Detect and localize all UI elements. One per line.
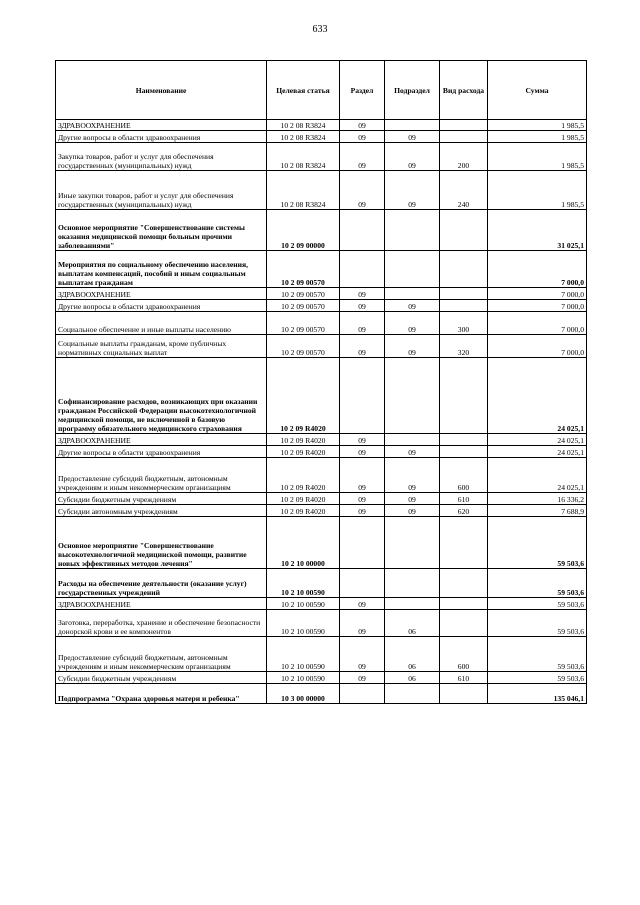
- row-section-cell: 09: [340, 505, 385, 517]
- budget-table: [55, 60, 587, 704]
- row-section-cell: 09: [340, 131, 385, 143]
- row-expense-type-cell: [440, 358, 488, 434]
- row-name-cell: Субсидии бюджетным учреждениям: [56, 493, 267, 505]
- row-name-cell: ЗДРАВООХРАНЕНИЕ: [56, 434, 267, 446]
- table-row: [56, 517, 587, 569]
- row-subsection-cell: [385, 598, 440, 610]
- row-expense-type-cell: 610: [440, 672, 488, 684]
- row-expense-type-cell: [440, 569, 488, 598]
- table-row: [56, 288, 587, 300]
- row-amount-cell: 31 025,1: [488, 210, 587, 251]
- row-target-article-cell: 10 2 09 00570: [267, 251, 340, 288]
- row-target-article-cell: 10 2 09 00000: [267, 210, 340, 251]
- row-section-cell: 09: [340, 610, 385, 637]
- row-section-cell: 09: [340, 120, 385, 131]
- header-target-article: Целевая статья: [267, 61, 340, 120]
- row-amount-cell: 1 985,5: [488, 131, 587, 143]
- row-name-cell: Другие вопросы в области здравоохранения: [56, 131, 267, 143]
- table-row: [56, 434, 587, 446]
- row-subsection-cell: [385, 210, 440, 251]
- row-expense-type-cell: [440, 446, 488, 458]
- row-section-cell: 09: [340, 493, 385, 505]
- row-subsection-cell: [385, 569, 440, 598]
- row-name-cell: Подпрограмма "Охрана здоровья матери и ребенка": [56, 684, 267, 704]
- row-amount-cell: 7 688,9: [488, 505, 587, 517]
- row-amount-cell: 16 336,2: [488, 493, 587, 505]
- table-row: [56, 569, 587, 598]
- row-section-cell: 09: [340, 335, 385, 358]
- row-amount-cell: 59 503,6: [488, 569, 587, 598]
- row-target-article-cell: 10 2 09 00570: [267, 312, 340, 335]
- row-name-cell: Предоставление субсидий бюджетным, автономным учреждениям и иным некоммерческим организациям: [56, 637, 267, 672]
- row-name-cell: Субсидии автономным учреждениям: [56, 505, 267, 517]
- row-subsection-cell: 09: [385, 446, 440, 458]
- row-subsection-cell: [385, 251, 440, 288]
- row-subsection-cell: 09: [385, 131, 440, 143]
- row-expense-type-cell: 610: [440, 493, 488, 505]
- table-row: [56, 505, 587, 517]
- row-target-article-cell: 10 2 10 00590: [267, 637, 340, 672]
- row-expense-type-cell: [440, 300, 488, 312]
- row-expense-type-cell: 300: [440, 312, 488, 335]
- table-row: [56, 171, 587, 210]
- row-section-cell: 09: [340, 598, 385, 610]
- row-expense-type-cell: [440, 210, 488, 251]
- row-expense-type-cell: 600: [440, 637, 488, 672]
- row-expense-type-cell: [440, 517, 488, 569]
- table-row: [56, 493, 587, 505]
- row-target-article-cell: 10 2 09 R4020: [267, 434, 340, 446]
- row-subsection-cell: 09: [385, 458, 440, 493]
- header-subsection: Подраздел: [385, 61, 440, 120]
- table-row: [56, 446, 587, 458]
- row-target-article-cell: 10 2 09 R4020: [267, 493, 340, 505]
- row-section-cell: 09: [340, 446, 385, 458]
- row-target-article-cell: 10 2 08 R3824: [267, 131, 340, 143]
- row-target-article-cell: 10 2 09 R4020: [267, 458, 340, 493]
- row-amount-cell: 24 025,1: [488, 434, 587, 446]
- header-expense-type: Вид расхода: [440, 61, 488, 120]
- row-expense-type-cell: 320: [440, 335, 488, 358]
- table-header-row: [56, 61, 587, 120]
- row-expense-type-cell: [440, 598, 488, 610]
- table-row: [56, 131, 587, 143]
- page-number: 633: [312, 24, 328, 35]
- row-subsection-cell: 09: [385, 335, 440, 358]
- row-name-cell: ЗДРАВООХРАНЕНИЕ: [56, 120, 267, 131]
- row-subsection-cell: 09: [385, 493, 440, 505]
- row-target-article-cell: 10 2 09 00570: [267, 288, 340, 300]
- row-section-cell: [340, 210, 385, 251]
- row-subsection-cell: 06: [385, 637, 440, 672]
- row-section-cell: 09: [340, 143, 385, 171]
- row-target-article-cell: 10 2 09 00570: [267, 335, 340, 358]
- row-name-cell: Основное мероприятие "Совершенствование системы оказания медицинской помощи больным прочими заболеваниями": [56, 210, 267, 251]
- row-name-cell: ЗДРАВООХРАНЕНИЕ: [56, 598, 267, 610]
- row-name-cell: Закупка товаров, работ и услуг для обеспечения государственных (муниципальных) нужд: [56, 143, 267, 171]
- row-expense-type-cell: [440, 251, 488, 288]
- row-target-article-cell: 10 2 10 00590: [267, 569, 340, 598]
- row-name-cell: Расходы на обеспечение деятельности (оказание услуг) государственных учреждений: [56, 569, 267, 598]
- row-expense-type-cell: 240: [440, 171, 488, 210]
- row-name-cell: Другие вопросы в области здравоохранения: [56, 446, 267, 458]
- row-section-cell: [340, 251, 385, 288]
- row-name-cell: Другие вопросы в области здравоохранения: [56, 300, 267, 312]
- row-section-cell: 09: [340, 458, 385, 493]
- row-subsection-cell: [385, 434, 440, 446]
- row-subsection-cell: [385, 120, 440, 131]
- table-row: [56, 312, 587, 335]
- row-section-cell: 09: [340, 672, 385, 684]
- row-amount-cell: 1 985,5: [488, 120, 587, 131]
- row-amount-cell: 24 025,1: [488, 358, 587, 434]
- row-amount-cell: 59 503,6: [488, 610, 587, 637]
- row-target-article-cell: 10 2 10 00590: [267, 672, 340, 684]
- row-section-cell: [340, 358, 385, 434]
- row-target-article-cell: 10 2 09 00570: [267, 300, 340, 312]
- row-amount-cell: 7 000,0: [488, 312, 587, 335]
- row-target-article-cell: 10 2 10 00000: [267, 517, 340, 569]
- row-name-cell: Софинансирование расходов, возникающих при оказании гражданам Российской Федерации высокотехнологичной медицинской помощи, не включенной в базовую программу обязательного медицинского страхования: [56, 358, 267, 434]
- row-expense-type-cell: 200: [440, 143, 488, 171]
- row-section-cell: 09: [340, 171, 385, 210]
- table-row: [56, 598, 587, 610]
- table-row: [56, 143, 587, 171]
- row-target-article-cell: 10 2 10 00590: [267, 610, 340, 637]
- row-name-cell: Субсидии бюджетным учреждениям: [56, 672, 267, 684]
- row-target-article-cell: 10 3 00 00000: [267, 684, 340, 704]
- row-expense-type-cell: [440, 610, 488, 637]
- table-body: [56, 120, 587, 704]
- row-name-cell: Мероприятия по социальному обеспечению населения, выплатам компенсаций, пособий и иным социальным выплатам гражданам: [56, 251, 267, 288]
- table-row: [56, 637, 587, 672]
- row-name-cell: Социальное обеспечение и иные выплаты населению: [56, 312, 267, 335]
- row-subsection-cell: 09: [385, 312, 440, 335]
- table-row: [56, 684, 587, 704]
- row-subsection-cell: [385, 684, 440, 704]
- table-row: [56, 610, 587, 637]
- row-expense-type-cell: [440, 288, 488, 300]
- row-amount-cell: 135 046,1: [488, 684, 587, 704]
- row-amount-cell: 1 985,5: [488, 171, 587, 210]
- row-target-article-cell: 10 2 10 00590: [267, 598, 340, 610]
- table-row: [56, 300, 587, 312]
- row-target-article-cell: 10 2 08 R3824: [267, 171, 340, 210]
- table-row: [56, 672, 587, 684]
- row-amount-cell: 7 000,0: [488, 288, 587, 300]
- row-name-cell: Иные закупки товаров, работ и услуг для обеспечения государственных (муниципальных) нужд: [56, 171, 267, 210]
- row-section-cell: [340, 569, 385, 598]
- row-expense-type-cell: 620: [440, 505, 488, 517]
- header-amount: Сумма: [488, 61, 587, 120]
- table-row: [56, 251, 587, 288]
- row-section-cell: 09: [340, 434, 385, 446]
- row-amount-cell: 7 000,0: [488, 251, 587, 288]
- row-target-article-cell: 10 2 09 R4020: [267, 505, 340, 517]
- row-target-article-cell: 10 2 09 R4020: [267, 446, 340, 458]
- row-amount-cell: 7 000,0: [488, 300, 587, 312]
- row-section-cell: 09: [340, 288, 385, 300]
- row-section-cell: 09: [340, 637, 385, 672]
- row-name-cell: ЗДРАВООХРАНЕНИЕ: [56, 288, 267, 300]
- row-subsection-cell: [385, 517, 440, 569]
- row-name-cell: Социальные выплаты гражданам, кроме публичных нормативных социальных выплат: [56, 335, 267, 358]
- row-section-cell: [340, 684, 385, 704]
- row-section-cell: 09: [340, 312, 385, 335]
- table-row: [56, 120, 587, 131]
- row-amount-cell: 24 025,1: [488, 458, 587, 493]
- row-amount-cell: 59 503,6: [488, 637, 587, 672]
- row-amount-cell: 59 503,6: [488, 598, 587, 610]
- row-expense-type-cell: [440, 131, 488, 143]
- row-expense-type-cell: 600: [440, 458, 488, 493]
- row-subsection-cell: [385, 358, 440, 434]
- table-row: [56, 210, 587, 251]
- row-subsection-cell: 09: [385, 505, 440, 517]
- row-subsection-cell: [385, 288, 440, 300]
- row-amount-cell: 59 503,6: [488, 672, 587, 684]
- row-target-article-cell: 10 2 08 R3824: [267, 120, 340, 131]
- row-target-article-cell: 10 2 08 R3824: [267, 143, 340, 171]
- table-row: [56, 335, 587, 358]
- row-target-article-cell: 10 2 09 R4020: [267, 358, 340, 434]
- row-subsection-cell: 09: [385, 300, 440, 312]
- row-name-cell: Основное мероприятие "Совершенствование высокотехнологичной медицинской помощи, развитие новых эффективных методов лечения": [56, 517, 267, 569]
- row-expense-type-cell: [440, 684, 488, 704]
- row-name-cell: Предоставление субсидий бюджетным, автономным учреждениям и иным некоммерческим организациям: [56, 458, 267, 493]
- row-amount-cell: 1 985,5: [488, 143, 587, 171]
- row-section-cell: [340, 517, 385, 569]
- row-subsection-cell: 06: [385, 610, 440, 637]
- header-name: Наименование: [56, 61, 267, 120]
- table-row: [56, 358, 587, 434]
- table-row: [56, 458, 587, 493]
- row-subsection-cell: 09: [385, 171, 440, 210]
- header-section: Раздел: [340, 61, 385, 120]
- row-expense-type-cell: [440, 434, 488, 446]
- row-expense-type-cell: [440, 120, 488, 131]
- row-subsection-cell: 06: [385, 672, 440, 684]
- row-amount-cell: 7 000,0: [488, 335, 587, 358]
- row-amount-cell: 24 025,1: [488, 446, 587, 458]
- row-name-cell: Заготовка, переработка, хранение и обеспечение безопасности донорской крови и ее компонентов: [56, 610, 267, 637]
- row-section-cell: 09: [340, 300, 385, 312]
- row-amount-cell: 59 503,6: [488, 517, 587, 569]
- row-subsection-cell: 09: [385, 143, 440, 171]
